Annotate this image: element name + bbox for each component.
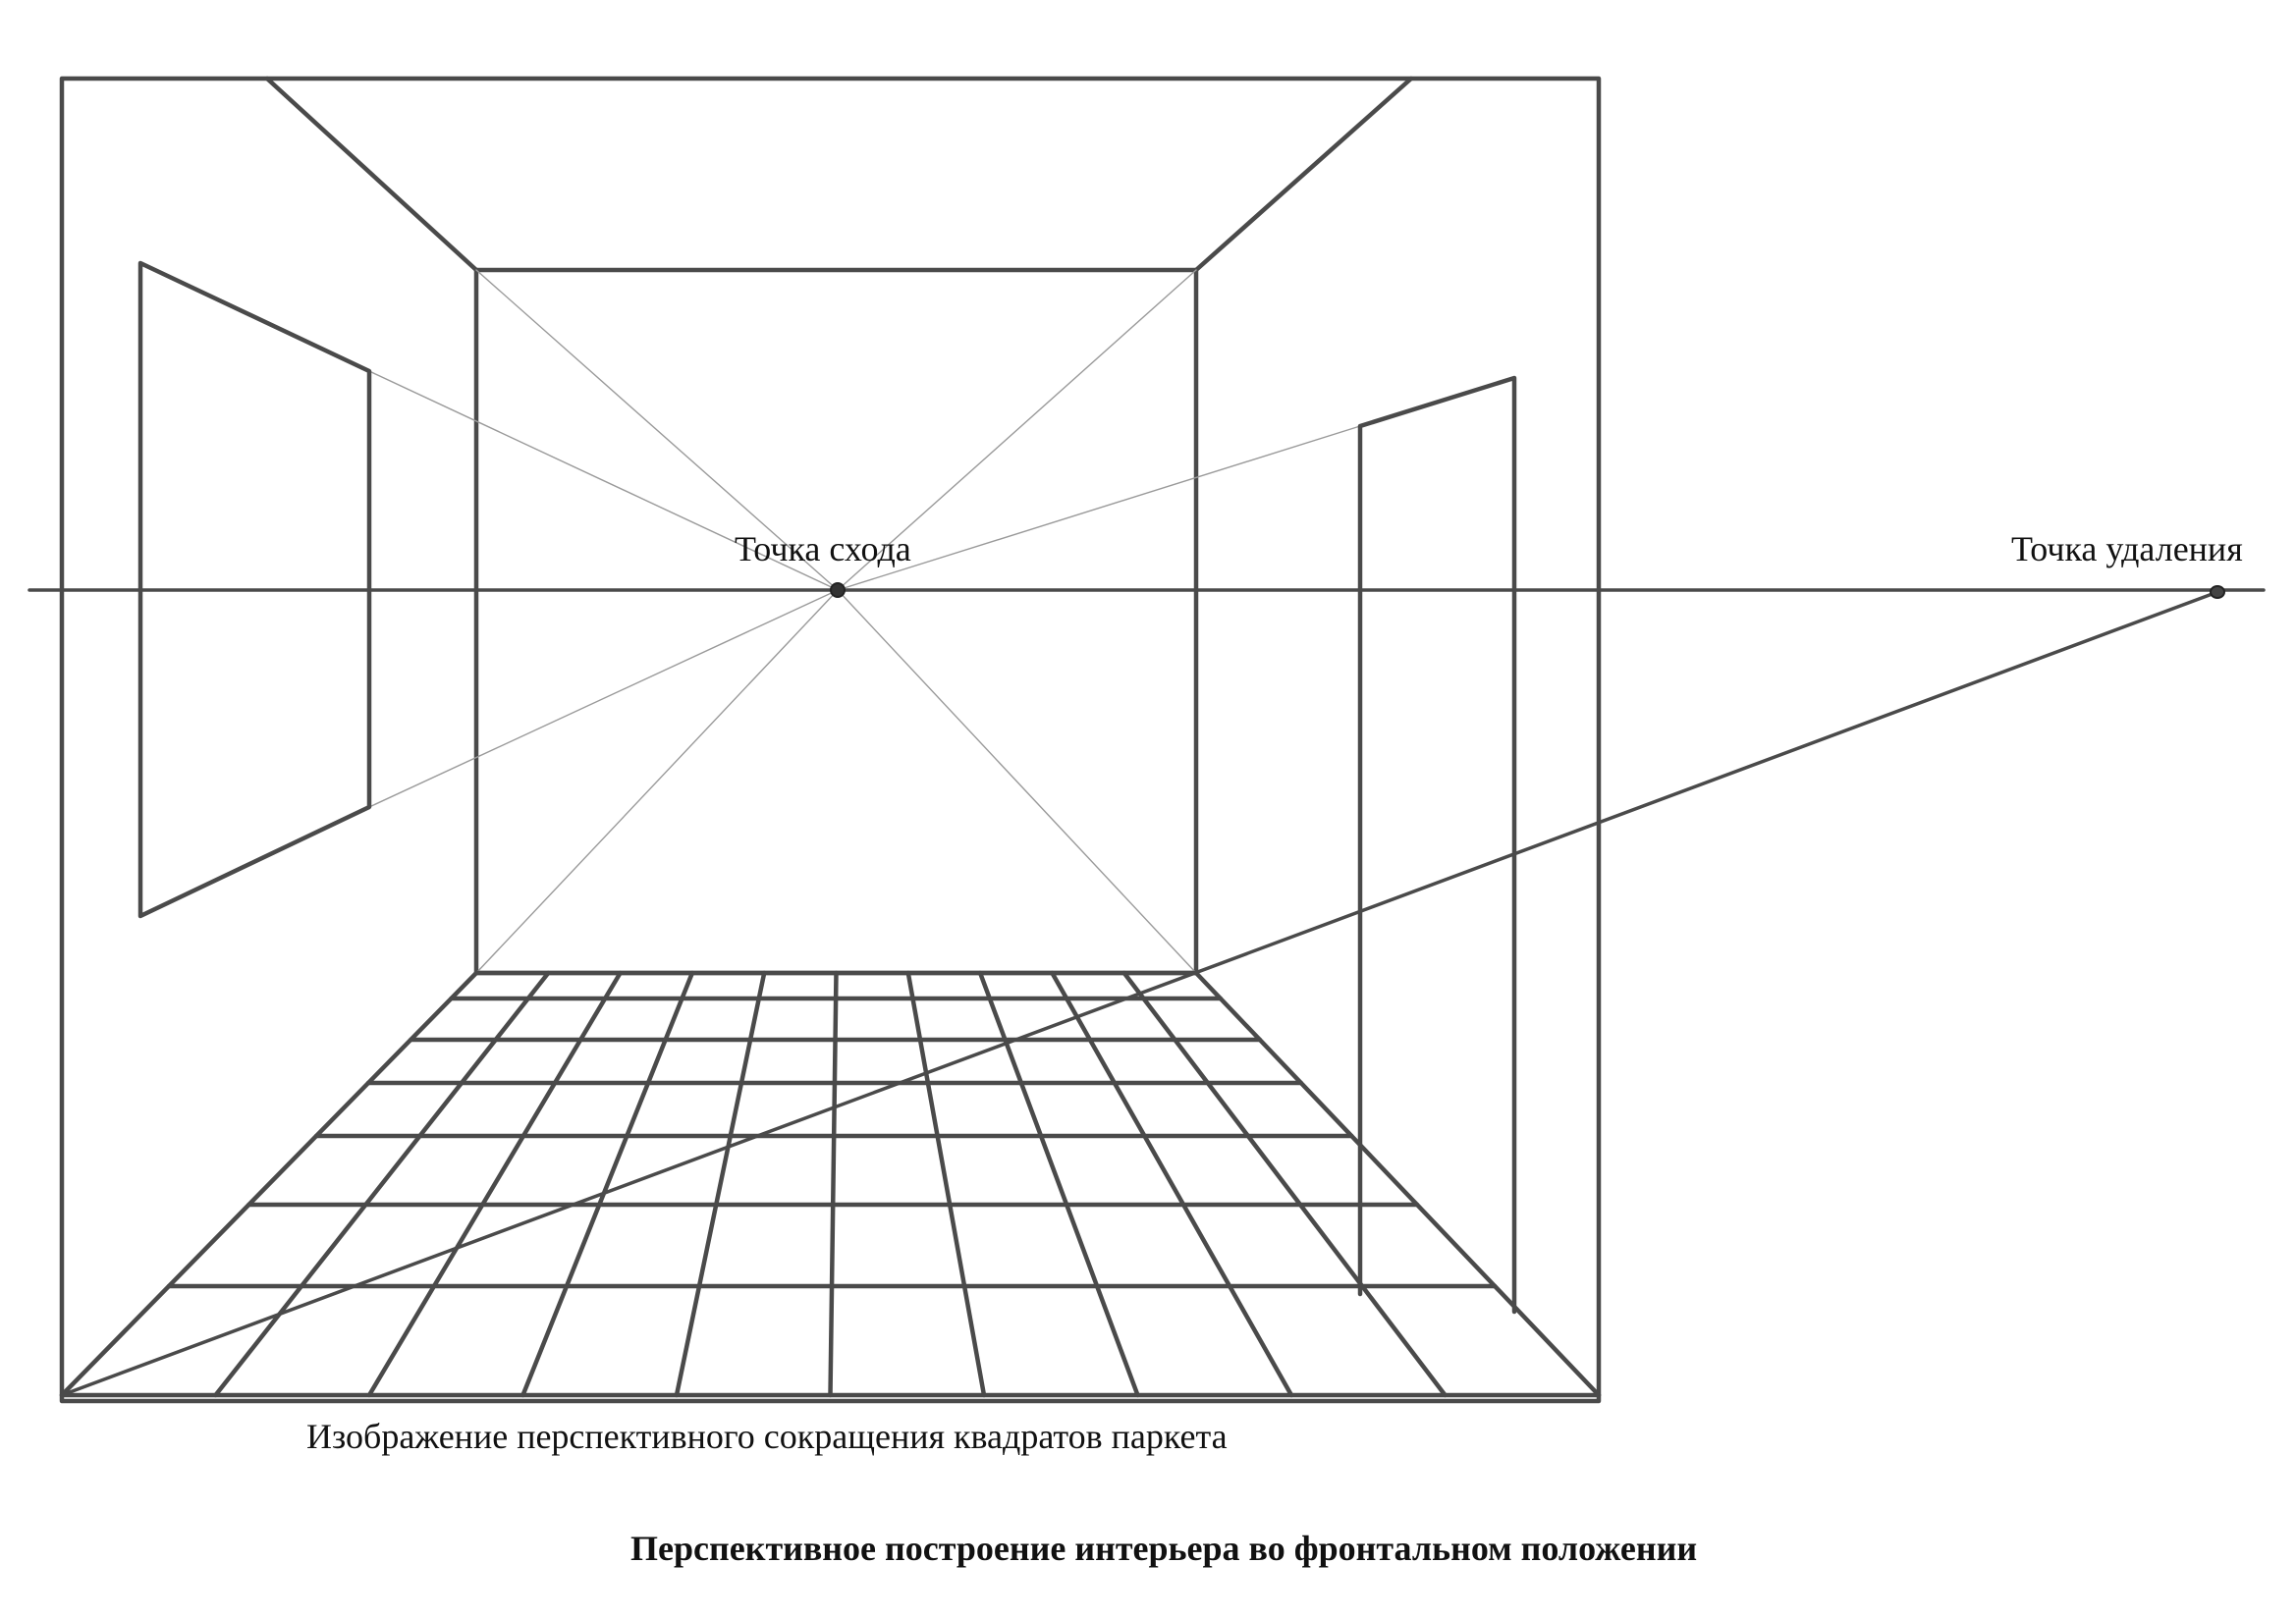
vanishing-point-marker bbox=[831, 583, 845, 597]
floor-parquet-grid bbox=[62, 973, 1599, 1395]
floor-column-line bbox=[216, 973, 549, 1395]
back-wall bbox=[476, 270, 1196, 973]
floor-column-line bbox=[369, 973, 621, 1395]
floor-column-line bbox=[980, 973, 1137, 1395]
construction-lines bbox=[369, 270, 1360, 973]
floor-column-line bbox=[908, 973, 984, 1395]
floor-caption: Изображение перспективного сокращения квадратов паркета bbox=[306, 1417, 1228, 1456]
ceiling-edge-left bbox=[267, 79, 476, 270]
ceiling-edge-right bbox=[1196, 79, 1411, 270]
diagram-title: Перспективное построение интерьера во фронтальном положении bbox=[630, 1529, 1698, 1568]
floor-edge-left bbox=[62, 973, 476, 1395]
floor-column-line bbox=[523, 973, 692, 1395]
floor-column-line bbox=[677, 973, 764, 1395]
distance-point-marker bbox=[2211, 586, 2224, 598]
distance-point-label: Точка удаления bbox=[2011, 529, 2243, 568]
floor-column-line bbox=[831, 973, 837, 1395]
vanishing-point-label: Точка схода bbox=[735, 529, 911, 568]
distance-diagonal bbox=[62, 592, 2217, 1395]
